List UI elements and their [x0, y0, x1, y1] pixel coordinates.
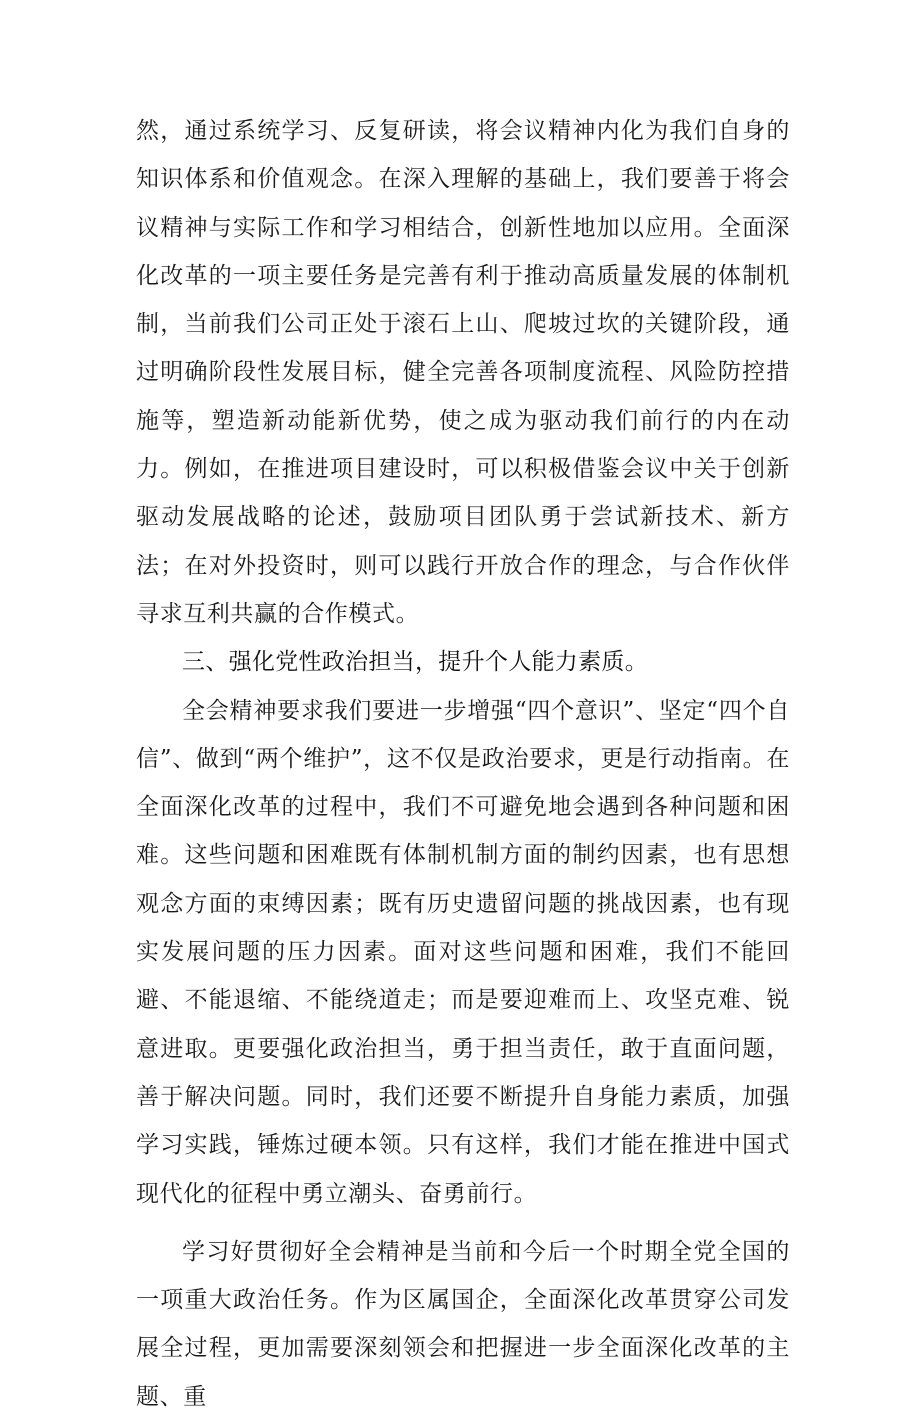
paragraph-closing: 学习好贯彻好全会精神是当前和今后一个时期全党全国的一项重大政治任务。作为区属国企，全面深化改革贯穿公司发展全过程，更加需要深刻领会和把握进一步全面深化改革的主题、重: [136, 1238, 790, 1410]
paragraph-section-3: 全会精神要求我们要进一步增强“四个意识”、坚定“四个自信”、做到“两个维护”，这不仅是政治要求，更是行动指南。在全面深化改革的过程中，我们不可避免地会遇到各种问题和困难。这些问题和困难既有体制机制方面的制约因素，也有思想观念方面的束缚因素；既有历史遗留问题的挑战因素，也有现实发展问题的压力因素。面对这些问题和困难，我们不能回避、不能退缩、不能绕道走；而是要迎难而上、攻坚克难、锐意进取。更要强化政治担当，勇于担当责任，敢于直面问题，善于解决问题。同时，我们还要不断提升自身能力素质，加强学习实践，锤炼过硬本领。只有这样，我们才能在推进中国式现代化的征程中勇立潮头、奋勇前行。: [136, 697, 790, 1207]
paragraph-continued: 然，通过系统学习、反复研读，将会议精神内化为我们自身的知识体系和价值观念。在深入理解的基础上，我们要善于将会议精神与实际工作和学习相结合，创新性地加以应用。全面深化改革的一项主要任务是完善有利于推动高质量发展的体制机制，当前我们公司正处于滚石上山、爬坡过坎的关键阶段，通过明确阶段性发展目标，健全完善各项制度流程、风险防控措施等，塑造新动能新优势，使之成为驱动我们前行的内在动力。例如，在推进项目建设时，可以积极借鉴会议中关于创新驱动发展战略的论述，鼓励项目团队勇于尝试新技术、新方法；在对外投资时，则可以践行开放合作的理念，与合作伙伴寻求互利共赢的合作模式。: [136, 118, 790, 627]
section-heading-3: 三、强化党性政治担当，提升个人能力素质。: [182, 649, 648, 676]
document-body: [136, 107, 790, 1421]
